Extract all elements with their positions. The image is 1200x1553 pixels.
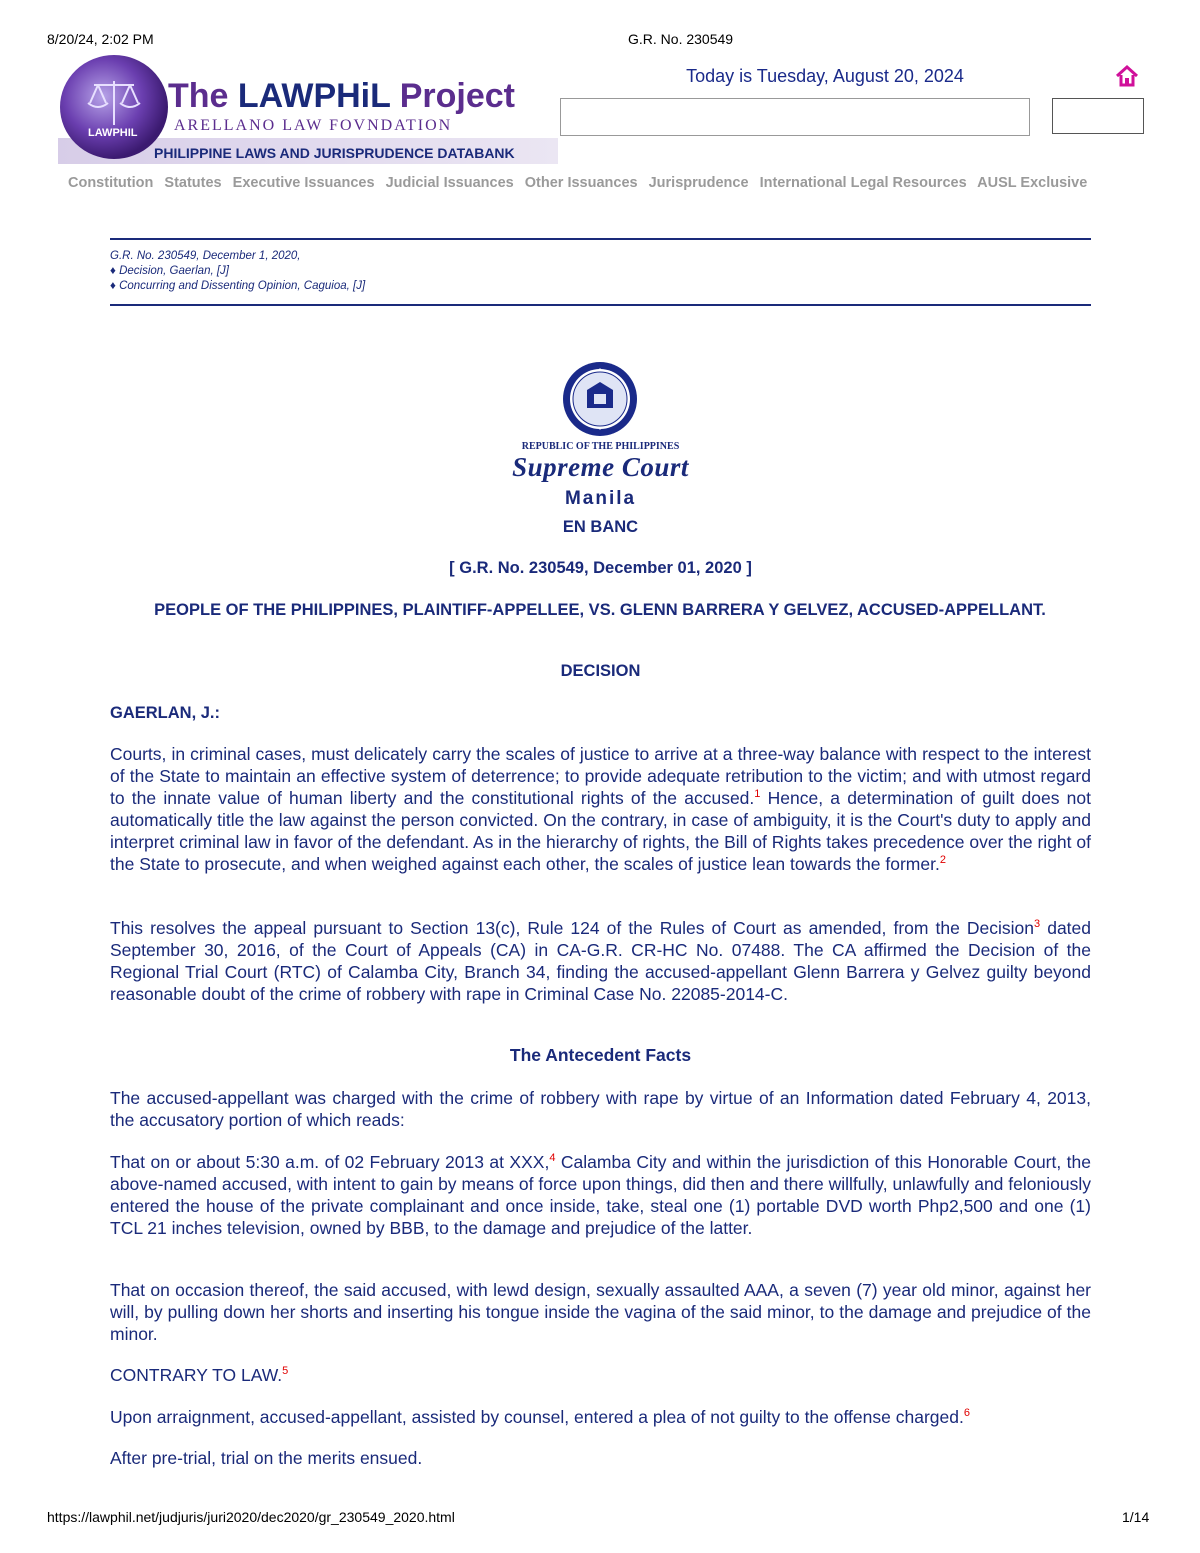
home-icon[interactable] xyxy=(1114,64,1140,88)
case-parties: PEOPLE OF THE PHILIPPINES, PLAINTIFF-APPELLEE, VS. GLENN BARRERA Y GELVEZ, ACCUSED-APPELLANT. xyxy=(154,601,1046,619)
nav-ausl-exclusive[interactable]: AUSL Exclusive xyxy=(977,175,1088,191)
court-division: EN BANC xyxy=(562,518,639,536)
paragraph-4-text-a: That on or about 5:30 a.m. of 02 February 2013 at XXX, xyxy=(110,1152,550,1172)
paragraph-2-text-b: dated September 30, 2016, of the Court of Appeals (CA) in CA-G.R. CR-HC No. 07488. The CA affirmed the Decision of the Regional Trial Court (RTC) of Calamba City, Branch 34, finding the accused-appellant Glenn Barrera y Gelvez guilty beyond reasonable doubt of the crime of robbery with rape in Criminal Case No. 22085-2014-C. xyxy=(110,918,1092,1004)
case-number: [ G.R. No. 230549, December 01, 2020 ] xyxy=(449,559,752,577)
nav-executive-issuances[interactable]: Executive Issuances xyxy=(232,175,375,191)
paragraph-6-text: CONTRARY TO LAW. xyxy=(110,1365,283,1385)
footer-url: https://lawphil.net/judjuris/juri2020/dec2020/gr_230549_2020.html xyxy=(47,1509,455,1525)
search-input[interactable] xyxy=(560,98,1030,136)
footnote-ref-6[interactable]: 6 xyxy=(963,1407,970,1420)
nav-statutes[interactable]: Statutes xyxy=(164,175,222,191)
court-republic: REPUBLIC OF THE PHILIPPINES xyxy=(521,441,680,452)
footnote-ref-4[interactable]: 4 xyxy=(549,1152,556,1165)
doc-links xyxy=(110,249,365,294)
document-type: DECISION xyxy=(560,662,641,680)
section-heading-antecedent-facts: The Antecedent Facts xyxy=(509,1045,692,1065)
paragraph-1-text-b: Hence, a determination of guilt does not automatically title the law against the person convicted. On the contrary, in case of ambiguity, it is the Court's duty to apply and interpret criminal law in favor of the defendant. As in the hierarchy of rights, the Bill of Rights takes precedence over the right of the State to prosecute, and when weighed against each other, the scales of justice lean towards the former. xyxy=(110,788,1092,874)
logo-databank: PHILIPPINE LAWS AND JURISPRUDENCE DATABANK xyxy=(154,145,515,161)
paragraph-6 xyxy=(110,1364,1091,1386)
logo-seal-text: LAWPHIL xyxy=(88,127,138,139)
paragraph-4-text-b: Calamba City and within the jurisdiction of this Honorable Court, the above-named accused, with intent to gain by means of force upon things, did then and there willfully, unlawfully and feloniously entered the house of the private complainant and once inside, take, steal one (1) portable DVD worth Php2,500 and one (1) TCL 21 inches television, owned by BBB, to the damage and prejudice of the latter. xyxy=(110,1152,1091,1238)
paragraph-5: That on occasion thereof, the said accused, with lewd design, sexually assaulted AAA, a seven (7) year old minor, against her will, by pulling down her shorts and inserting his tongue inside the vagina of the said minor, to the damage and prejudice of the minor. xyxy=(110,1280,1091,1344)
paragraph-4 xyxy=(110,1151,1091,1239)
print-datetime: 8/20/24, 2:02 PM xyxy=(47,31,154,47)
main-nav xyxy=(68,175,1138,191)
nav-judicial-issuances[interactable]: Judicial Issuances xyxy=(385,175,514,191)
footnote-ref-1[interactable]: 1 xyxy=(754,788,761,801)
nav-jurisprudence[interactable]: Jurisprudence xyxy=(648,175,749,191)
paragraph-1-text-a: Courts, in criminal cases, must delicately carry the scales of justice to arrive at a three-way balance with respect to the interest of the State to maintain an effective system of deterrence; to provide adequate retribution to the victim; and with utmost regard to the innate value of human liberty and the constitutional rights of the accused. xyxy=(110,744,1091,808)
logo-title: The LAWPHiL Project xyxy=(168,77,515,115)
nav-international-legal-resources[interactable]: International Legal Resources xyxy=(759,175,967,191)
nav-other-issuances[interactable]: Other Issuances xyxy=(524,175,638,191)
footnote-ref-5[interactable]: 5 xyxy=(282,1365,289,1378)
divider-bottom xyxy=(110,304,1091,306)
paragraph-2 xyxy=(110,917,1091,1005)
court-city: Manila xyxy=(564,488,637,509)
paragraph-1 xyxy=(110,743,1091,875)
logo-foundation: ARELLANO LAW FOVNDATION xyxy=(174,117,453,134)
paragraph-7-text: Upon arraignment, accused-appellant, assisted by counsel, entered a plea of not guilty to the offense charged. xyxy=(110,1407,964,1427)
doc-link-decision[interactable]: ♦ Decision, Gaerlan, [J] xyxy=(110,265,229,277)
doc-link-concurring-dissenting[interactable]: ♦ Concurring and Dissenting Opinion, Caguioa, [J] xyxy=(110,280,366,292)
paragraph-2-text-a: This resolves the appeal pursuant to Section 13(c), Rule 124 of the Rules of Court as amended, from the Decision xyxy=(110,918,1035,938)
today-date: Today is Tuesday, August 20, 2024 xyxy=(686,66,964,86)
print-doc-title: G.R. No. 230549 xyxy=(628,31,734,47)
paragraph-7 xyxy=(110,1406,1091,1428)
divider-top xyxy=(110,238,1091,240)
supreme-court-seal-icon xyxy=(561,360,639,438)
footnote-ref-3[interactable]: 3 xyxy=(1034,918,1041,931)
paragraph-8: After pre-trial, trial on the merits ensued. xyxy=(110,1448,423,1468)
nav-constitution[interactable]: Constitution xyxy=(68,175,154,191)
court-name: Supreme Court xyxy=(512,452,689,482)
footnote-ref-2[interactable]: 2 xyxy=(939,854,946,867)
paragraph-3: The accused-appellant was charged with the crime of robbery with rape by virtue of an Information dated February 4, 2013, the accusatory portion of which reads: xyxy=(110,1088,1091,1130)
lawphil-logo[interactable] xyxy=(58,55,560,167)
footer-page: 1/14 xyxy=(1122,1509,1150,1525)
doc-link-case[interactable]: G.R. No. 230549, December 1, 2020, xyxy=(110,250,301,262)
ponente: GAERLAN, J.: xyxy=(110,704,221,722)
search-button[interactable] xyxy=(1052,98,1144,134)
